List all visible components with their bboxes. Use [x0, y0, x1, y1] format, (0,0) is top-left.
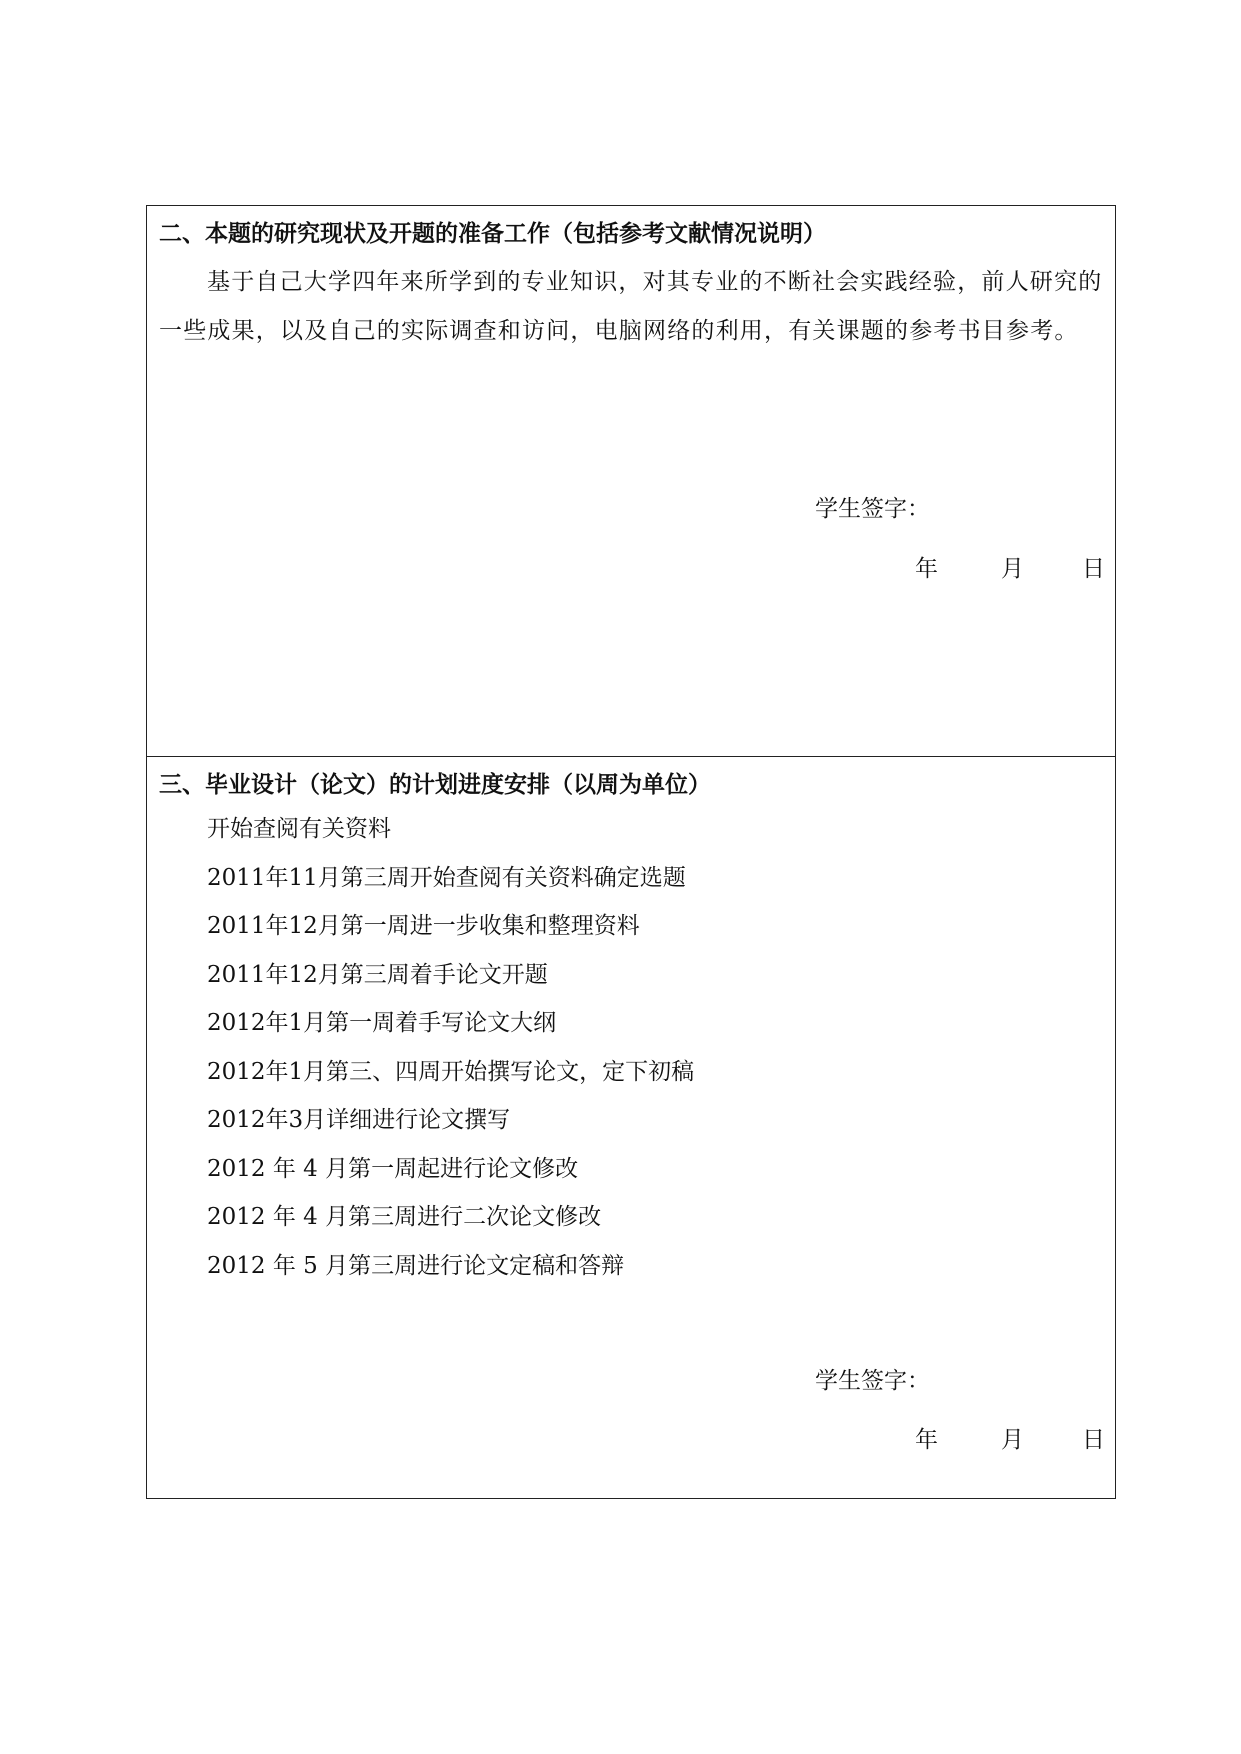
schedule-item: 2011年12月第三周着手论文开题: [207, 961, 548, 988]
date-day-label: 日: [1082, 556, 1105, 582]
section-schedule: [147, 770, 1115, 1498]
student-signature-label: 学生签字：: [815, 496, 930, 522]
schedule-item: 2012年1月第三、四周开始撰写论文，定下初稿: [207, 1058, 695, 1085]
schedule-item: 2012 年 5 月第三周进行论文定稿和答辩: [207, 1252, 625, 1279]
section-research-status: [147, 219, 1115, 757]
schedule-item: 2012 年 4 月第一周起进行论文修改: [207, 1155, 579, 1182]
date-month-label: 月: [1001, 1427, 1024, 1453]
schedule-item: 2012 年 4 月第三周进行二次论文修改: [207, 1204, 602, 1230]
schedule-item: 开始查阅有关资料: [207, 816, 391, 842]
schedule-item: 2012年1月第一周着手写论文大纲: [207, 1010, 557, 1036]
student-signature-label: 学生签字：: [815, 1368, 930, 1394]
date-year-label: 年: [915, 1427, 938, 1453]
section-body-text: 基于自己大学四年来所学到的专业知识，对其专业的不断社会实践经验，前人研究的一些成果，以及自己的实际调查和访问，电脑网络的利用，有关课题的参考书目参考。: [159, 269, 1103, 344]
date-day-label: 日: [1082, 1427, 1105, 1453]
schedule-item: 2011年12月第一周进一步收集和整理资料: [207, 913, 640, 939]
proposal-form-table: [146, 205, 1116, 1499]
date-month-label: 月: [1001, 556, 1024, 582]
schedule-list: [159, 805, 1105, 1290]
schedule-item: 2012年3月详细进行论文撰写: [207, 1107, 511, 1133]
section-heading: 三、毕业设计（论文）的计划进度安排（以周为单位）: [159, 772, 711, 798]
section-heading: 二、本题的研究现状及开题的准备工作（包括参考文献情况说明）: [159, 221, 826, 247]
date-year-label: 年: [915, 556, 938, 582]
schedule-item: 2011年11月第三周开始查阅有关资料确定选题: [207, 864, 686, 891]
